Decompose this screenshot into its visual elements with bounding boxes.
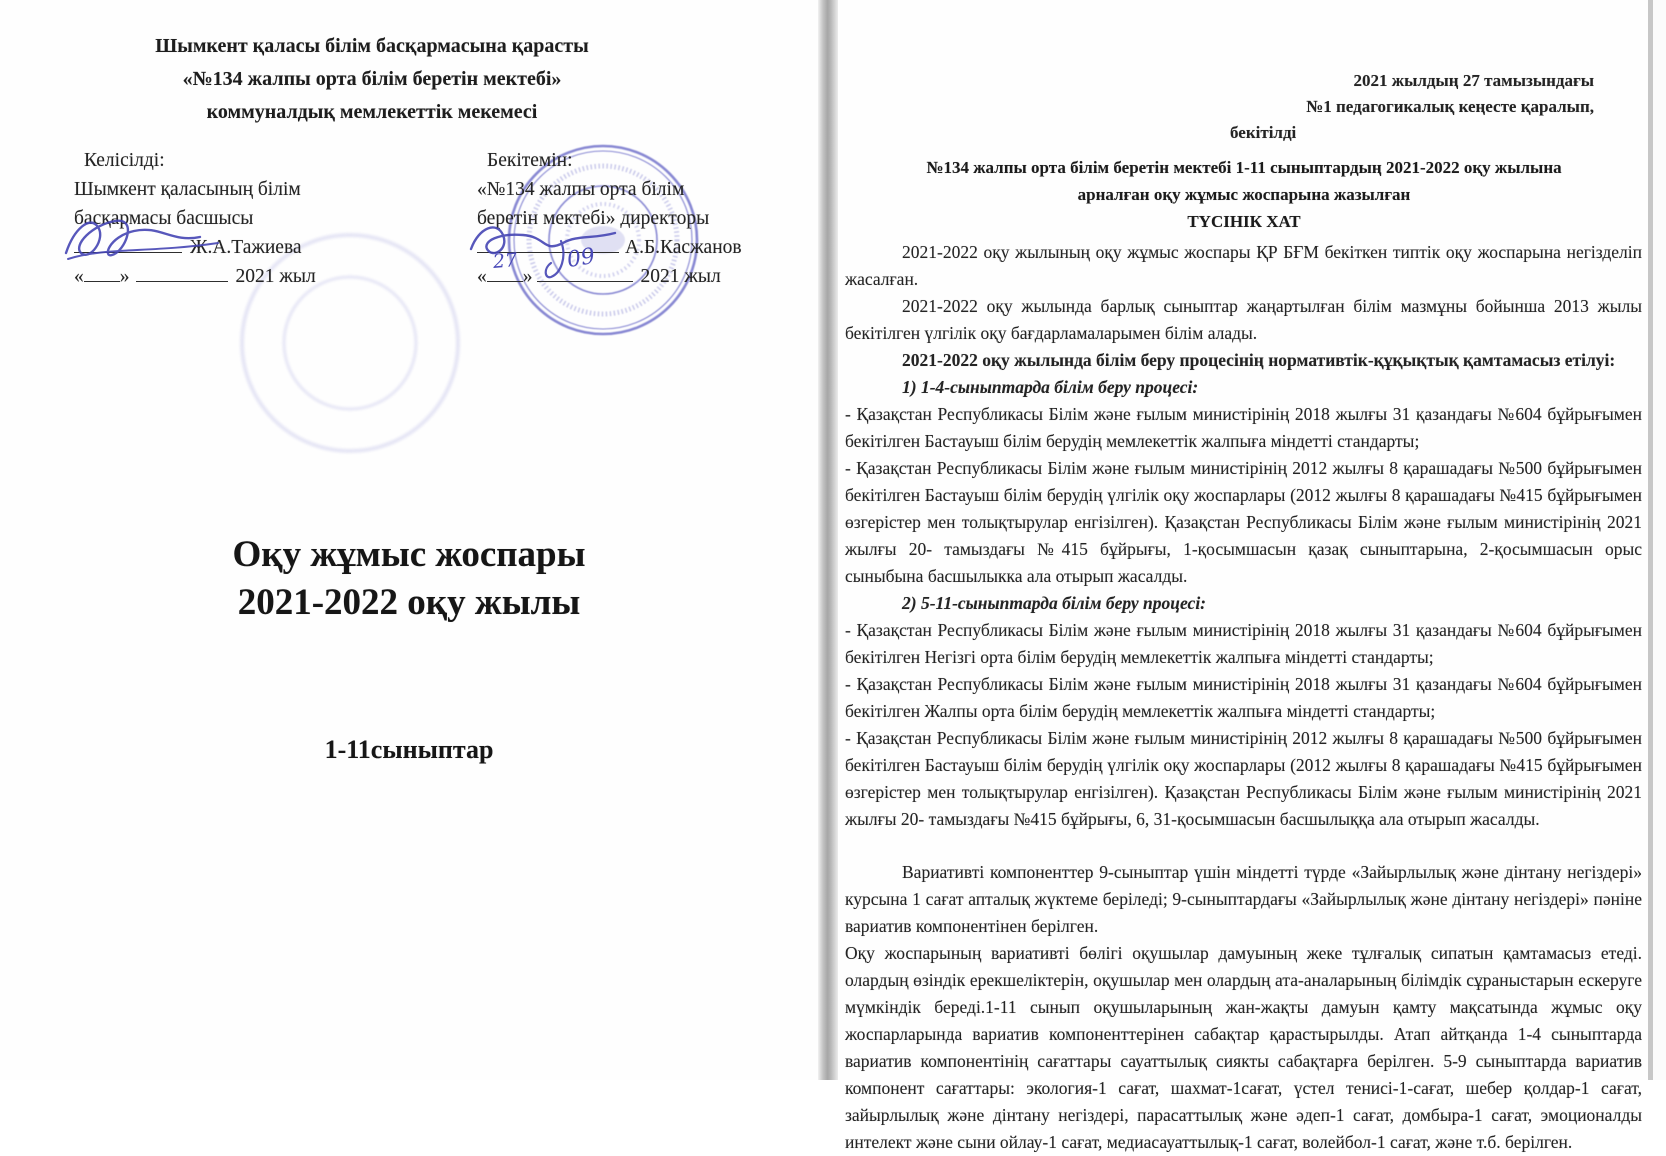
approved-signature-row	[477, 233, 787, 262]
signature-ink-icon	[463, 207, 633, 281]
approved-year: 2021 жыл	[640, 266, 721, 287]
text-line: бекітілді	[1230, 123, 1297, 142]
pedagogical-council-note	[1218, 68, 1594, 146]
text-line: №134 жалпы орта білім беретін мектебі 1-11 сыныптардың 2021-2022 оқу жылына	[926, 158, 1562, 177]
text-line: №1 педагогикалық кеңесте қаралып,	[1306, 97, 1594, 116]
text-line: Шымкент қаласының білім	[74, 179, 301, 200]
quote-close: »	[522, 266, 533, 287]
document-subtitle: 1-11сыныптар	[324, 735, 494, 764]
text-line: беретін мектебі» директоры	[477, 208, 710, 229]
agreed-signature-row	[74, 233, 394, 262]
paragraph: 2) 5-11-сыныптарда білім беру процесі:	[902, 593, 1207, 613]
text-line: 2021-2022 оқу жылы	[237, 582, 581, 623]
approved-label: Бекітемін:	[487, 150, 573, 171]
page-spine-divider	[818, 0, 838, 1080]
explanatory-note-body	[845, 239, 1642, 1156]
agreed-year: 2021 жыл	[235, 266, 316, 287]
text-line: Шымкент қаласы білім басқармасына қарасты	[155, 35, 589, 57]
paragraph: 2021-2022 оқу жылының оқу жұмыс жоспары ҚР БҒМ бекіткен типтік оқу жоспарына негізделіп жасалған.	[845, 242, 1642, 289]
paragraph: - Қазақстан Республикасы Білім және ғылым министірінің 2018 жылғы 31 қазандағы №604 бұйрығымен бекітілген Жалпы орта білім берудің мемлекеттік жалпыға міндетті стандарты;	[845, 674, 1642, 721]
left-page	[0, 0, 818, 1080]
paragraph: - Қазақстан Республикасы Білім және ғылым министірінің 2018 жылғы 31 қазандағы №604 бұйрығымен бекітілген Негізгі орта білім берудің мемлекеттік жалпыға міндетті стандарты;	[845, 620, 1642, 667]
handwritten-day: 27	[491, 248, 518, 274]
organization-header	[88, 30, 656, 129]
agreed-block	[74, 146, 394, 291]
quote-open: «	[477, 266, 487, 287]
approved-block	[477, 146, 787, 291]
paragraph: - Қазақстан Республикасы Білім және ғылым министірінің 2012 жылғы 8 қарашадағы №500 бұйрығымен бекітілген Бастауыш білім берудің үлгілік оқу жоспарлары (2012 жылғы 8 қарашадағы №415 бұйрығымен өзгерістер мен толықтырулар енгізілген). Қазақстан Республикасы Білім және ғылым министірінің 2021 жылғы 20- тамыздағы №415 бұйрығы, 6, 31-қосымшасын басшылыққа ала отырып жасалды.	[845, 728, 1642, 829]
text-line: арналған оқу жұмыс жоспарына жазылған	[1077, 185, 1411, 204]
scan-margin	[1653, 0, 1666, 1080]
paragraph: Оқу жоспарының вариативті бөлігі оқушылар дамуының жеке тұлғалық сипатын қамтамасыз етеді. олардың өзіндік ерекшеліктерін, оқушылар мен олардың ата-аналарының білімдік сұраныстарын ескеруге мүмкіндік береді.1-11 сынып оқушыларының жан-жақты дамуын қамту мақсатында жұмыс оқу жоспарларында вариатив компоненттерінен сабақтар қарастырылды. Атап айтқанда 1-4 сыныптарда вариатив компонентінің сағаттары сауаттылық сиякты сабақтарға берілген. 5-9 сыныптарда вариатив компонент сағаттары: экология-1 сағат, шахмат-1сағат, үстел тенисі-1-сағат, шебер қолдар-1 сағат, зайырлылық және дінтану негіздері, парасаттылық және әдеп-1 сағат, домбыра-1 сағат, эмоционалды интелект және сыни ойлау-1 сағат, медиасауаттылық-1 сағат, волейбол-1 сағат, және т.б. берілген.	[845, 943, 1642, 1152]
agreed-signatory: Ж.А.Тажиева	[190, 237, 302, 258]
text-line: «№134 жалпы орта білім	[477, 179, 685, 200]
paragraph: Вариативті компоненттер 9-сыныптар үшін міндетті түрде «Зайырлылық және дінтану негіздері» курсына 1 сағат апталық жүктеме беріледі; 9-сыныптардағы «Зайырлылық және дінтану негіздері» пәніне вариатив компонентінен берілген.	[845, 862, 1642, 936]
text-line: ТҮСІНІК ХАТ	[1187, 212, 1301, 231]
text-line: 2021 жылдың 27 тамызындағы	[1353, 71, 1594, 90]
paragraph: - Қазақстан Республикасы Білім және ғылым министірінің 2018 жылғы 31 қазандағы №604 бұйрығымен бекітілген Бастауыш білім берудің мемлекеттік жалпыға міндетті стандарты;	[845, 404, 1642, 451]
quote-close: »	[119, 266, 130, 287]
agreed-label: Келісілді:	[84, 150, 165, 171]
text-line: коммуналдық мемлекеттік мекемесі	[206, 101, 538, 123]
paragraph: 2021-2022 оқу жылында барлық сыныптар жаңартылған білім мазмұны бойынша 2013 жылы бекітілген үлгілік оқу бағдарламаларымен білім алады.	[845, 296, 1642, 343]
signature-ink-icon	[60, 207, 250, 269]
text-line: «№134 жалпы орта білім беретін мектебі»	[182, 68, 562, 90]
paragraph: 2021-2022 оқу жылында білім беру процесінің нормативтік-құқықтық қамтамасыз етілуі:	[902, 350, 1616, 370]
paragraph: 1) 1-4-сыныптарда білім беру процесі:	[902, 377, 1199, 397]
approved-signatory: А.Б.Касжанов	[625, 237, 742, 258]
document-title	[0, 531, 818, 627]
right-page	[838, 0, 1650, 1152]
quote-open: «	[74, 266, 84, 287]
paragraph: - Қазақстан Республикасы Білім және ғылым министірінің 2012 жылғы 8 қарашадағы №500 бұйрығымен бекітілген Бастауыш білім берудің үлгілік оқу жоспарлары (2012 жылғы 8 қарашадағы №415 бұйрығымен өзгерістер мен толықтырулар енгізілген). Қазақстан Республикасы Білім және ғылым министірінің 2021 жылғы 20- тамыздағы №415 бұйрығы, 1-қосымшасын қазақ сыныптарына, 2-қосымшасын орыс сыныбына басшылыкка ала отырып жасалды.	[845, 458, 1642, 586]
handwritten-month: 09	[564, 243, 597, 274]
text-line: Оқу жұмыс жоспары	[232, 534, 586, 575]
text-line: басқармасы басшысы	[74, 208, 254, 229]
explanatory-note-heading	[846, 154, 1642, 235]
